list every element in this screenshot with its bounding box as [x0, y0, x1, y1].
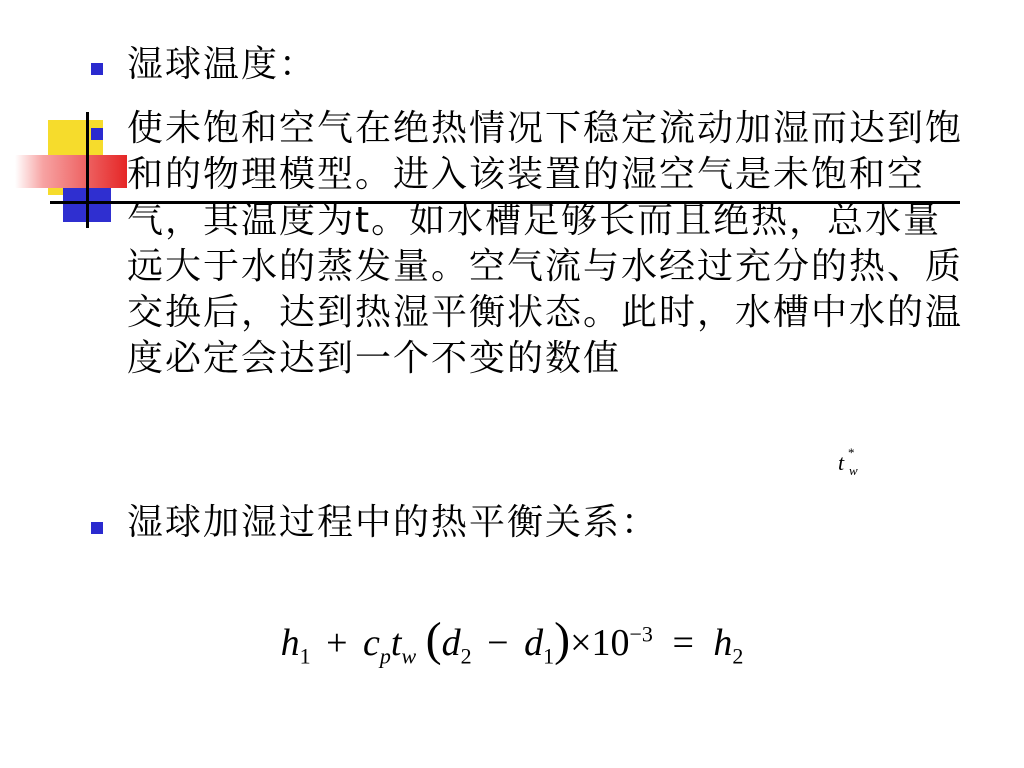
wet-bulb-temperature-symbol [838, 445, 858, 478]
eq-d2: d [441, 622, 461, 664]
description-text-2: 。如水槽足够长而且绝热，总水量远大于水的蒸发量。空气流与水经过充分的热、质交换后，达到热湿平衡状态。此时，水槽中水的温度必定会达到一个不变的数值 [127, 200, 964, 379]
eq-d1: d [524, 622, 544, 664]
tw-base: t [838, 450, 845, 475]
decor-red-bar [15, 155, 127, 188]
eq-exponent: −3 [629, 621, 653, 647]
eq-t-sub: w [401, 643, 417, 669]
eq-equals: = [672, 622, 694, 664]
temperature-symbol: t [355, 200, 372, 241]
eq-h1-sub: 1 [299, 643, 311, 669]
eq-c-sub: p [379, 643, 391, 669]
tw-subscript: w [849, 463, 858, 478]
decor-vertical-line [86, 112, 89, 228]
eq-c: c [363, 622, 380, 664]
eq-plus: + [326, 622, 348, 664]
eq-h1: h [280, 622, 300, 664]
eq-minus: − [487, 622, 509, 664]
heading-wet-bulb: 湿球温度： [127, 44, 318, 85]
eq-lparen: ( [425, 613, 442, 666]
eq-t: t [390, 622, 402, 664]
eq-h2-sub: 2 [732, 643, 744, 669]
eq-rparen: ) [554, 613, 571, 666]
description-text-1: 使未饱和空气在绝热情况下稳定流动加湿而达到饱和的物理模型。进入该装置的湿空气是未饱和空气，其温度为 [127, 108, 964, 241]
eq-h2: h [713, 622, 733, 664]
bullet-icon [91, 63, 103, 75]
heat-balance-label: 湿球加湿过程中的热平衡关系： [127, 502, 660, 543]
bullet-icon [91, 522, 103, 534]
description-paragraph [127, 106, 967, 382]
eq-times-ten: ×10 [570, 622, 630, 664]
eq-d2-sub: 2 [460, 643, 472, 669]
heat-balance-equation [0, 612, 1024, 670]
eq-d1-sub: 1 [543, 643, 555, 669]
tw-superscript: * [848, 445, 855, 460]
bullet-icon [91, 128, 103, 140]
